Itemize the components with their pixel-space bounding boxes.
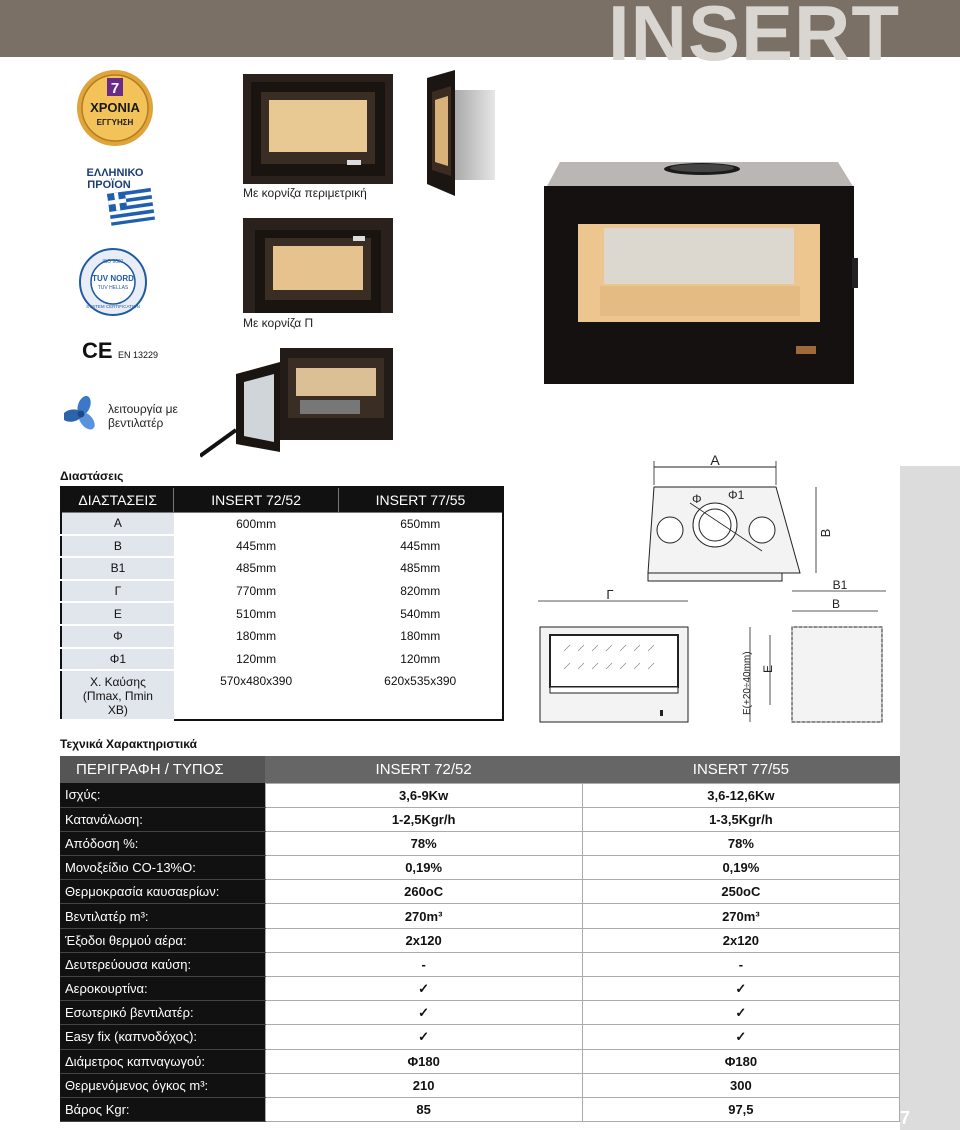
table-row <box>60 880 900 904</box>
checkmark-icon: ✓ <box>582 1025 899 1049</box>
row-label: Βάρος Kgr: <box>60 1097 265 1121</box>
value-model2: - <box>582 952 899 976</box>
fireplace-main-photo <box>540 158 860 386</box>
row-label: Αεροκουρτίνα: <box>60 977 265 1001</box>
technical-col-model1: INSERT 72/52 <box>265 756 582 783</box>
table-row <box>60 928 900 952</box>
tuv-certification-icon <box>79 248 147 316</box>
caption-p-frame: Με κορνίζα Π <box>243 316 314 330</box>
value-model2: 250oC <box>582 880 899 904</box>
checkmark-icon: ✓ <box>582 1001 899 1025</box>
svg-text:A: A <box>710 455 720 468</box>
caption-perimeter-frame: Με κορνίζα περιμετρική <box>243 186 367 200</box>
svg-text:SYSTEM CERTIFICATION: SYSTEM CERTIFICATION <box>86 304 140 309</box>
table-row <box>61 557 503 580</box>
combustion-label-line3: XB) <box>107 703 128 718</box>
dimension-diagram <box>530 455 900 735</box>
dimensions-table <box>60 486 504 721</box>
table-row <box>61 648 503 671</box>
svg-text:E(+20÷40mm): E(+20÷40mm) <box>742 651 753 715</box>
value-model1: 210 <box>265 1073 582 1097</box>
technical-col-label: ΠΕΡΙΓΡΑΦΗ / ΤΥΠΟΣ <box>60 756 265 783</box>
ce-mark-icon <box>80 338 160 362</box>
dimensions-header-row <box>61 487 503 512</box>
svg-text:ΠΡΟΪΟΝ: ΠΡΟΪΟΝ <box>87 179 131 191</box>
table-row <box>60 952 900 976</box>
row-label: Έξοδοι θερμού αέρα: <box>60 928 265 952</box>
svg-text:Φ1: Φ1 <box>728 488 745 502</box>
checkmark-icon: ✓ <box>265 1001 582 1025</box>
table-row <box>61 670 503 720</box>
table-row <box>60 807 900 831</box>
svg-text:Φ: Φ <box>692 492 702 506</box>
svg-text:ΕΓΓΥΗΣΗ: ΕΓΓΥΗΣΗ <box>96 118 134 127</box>
dimensions-col-label: ΔΙΑΣΤΑΣΕΙΣ <box>61 487 174 512</box>
svg-text:ΧΡΟΝΙΑ: ΧΡΟΝΙΑ <box>90 100 140 115</box>
page-number: 7 <box>899 1108 910 1128</box>
technical-header-row <box>60 756 900 783</box>
table-row <box>61 512 503 535</box>
table-row <box>60 831 900 855</box>
svg-text:E: E <box>761 664 775 673</box>
fan-caption: λειτουργία με βεντιλατέρ <box>108 402 178 430</box>
value-model2: 0,19% <box>582 856 899 880</box>
value-model2: 97,5 <box>582 1097 899 1121</box>
fireplace-perimeter-frame-photo <box>243 74 393 184</box>
value-model1: 85 <box>265 1097 582 1121</box>
table-row <box>61 535 503 558</box>
value-model1: 78% <box>265 831 582 855</box>
row-label: Βεντιλατέρ m³: <box>60 904 265 928</box>
svg-text:7: 7 <box>110 80 120 97</box>
table-row <box>61 602 503 625</box>
row-label: Εσωτερικό βεντιλατέρ: <box>60 1001 265 1025</box>
value-model2: 650mm <box>400 516 441 531</box>
fireplace-open-door-photo <box>200 348 395 460</box>
table-row <box>60 1025 900 1049</box>
value-model2: 78% <box>582 831 899 855</box>
value-model1: 2x120 <box>265 928 582 952</box>
technical-heading: Τεχνικά Χαρακτηριστικά <box>60 737 197 751</box>
table-row <box>60 904 900 928</box>
value-model2: 300 <box>582 1073 899 1097</box>
row-label: B <box>61 535 174 558</box>
value-model1: 510mm <box>236 606 277 621</box>
dimensions-col-model2: INSERT 77/55 <box>338 487 503 512</box>
svg-text:EN 13229: EN 13229 <box>118 350 159 360</box>
row-label: Διάμετρος καπναγωγού: <box>60 1049 265 1073</box>
table-row <box>60 1001 900 1025</box>
value-model1: 600mm <box>236 516 277 531</box>
value-model2: Φ180 <box>582 1049 899 1073</box>
svg-text:ΕΛΛΗΝΙΚΟ: ΕΛΛΗΝΙΚΟ <box>86 167 144 179</box>
table-row <box>60 856 900 880</box>
value-model1: 570x480x390 <box>220 674 293 689</box>
row-label: Ισχύς: <box>60 783 265 807</box>
technical-col-model2: INSERT 77/55 <box>582 756 899 783</box>
dimensions-heading: Διαστάσεις <box>60 469 124 483</box>
value-model1: 260oC <box>265 880 582 904</box>
svg-text:Γ: Γ <box>606 587 614 602</box>
row-label: Απόδοση %: <box>60 831 265 855</box>
table-row <box>60 1073 900 1097</box>
row-label: Θερμοκρασία καυσαερίων: <box>60 880 265 904</box>
checkmark-icon: ✓ <box>265 977 582 1001</box>
dimensions-col-model1: INSERT 72/52 <box>174 487 339 512</box>
table-row <box>60 977 900 1001</box>
row-label: A <box>61 512 174 535</box>
svg-text:B: B <box>818 528 833 538</box>
row-label: B1 <box>61 557 174 580</box>
row-label: Φ <box>61 625 174 648</box>
value-model2: 2x120 <box>582 928 899 952</box>
row-label: Γ <box>61 580 174 603</box>
svg-text:TUV HELLAS: TUV HELLAS <box>97 285 129 291</box>
combustion-label-line2: (Πmax, Πmin <box>82 689 153 704</box>
value-model1: 270m³ <box>265 904 582 928</box>
svg-text:B1: B1 <box>832 578 848 592</box>
combustion-label-line1: Χ. Καύσης <box>89 675 146 690</box>
value-model2: 180mm <box>400 629 441 644</box>
value-model2: 540mm <box>400 606 441 621</box>
row-label: E <box>61 602 174 625</box>
value-model1: Φ180 <box>265 1049 582 1073</box>
brand-title: INSERT <box>607 0 900 77</box>
svg-text:ISO 9001: ISO 9001 <box>102 259 124 265</box>
value-model1: 120mm <box>236 651 277 666</box>
fireplace-side-view-photo <box>425 70 497 196</box>
value-model1: 3,6-9Kw <box>265 783 582 807</box>
svg-text:CE: CE <box>82 338 113 362</box>
table-row <box>61 625 503 648</box>
checkmark-icon: ✓ <box>582 977 899 1001</box>
table-row <box>60 1049 900 1073</box>
fireplace-p-frame-photo <box>243 218 393 313</box>
row-label: Θερμενόμενος όγκος m³: <box>60 1073 265 1097</box>
fan-icon <box>64 396 98 432</box>
row-label: Μονοξείδιο CO-13%O: <box>60 856 265 880</box>
svg-text:TUV NORD: TUV NORD <box>92 274 134 283</box>
value-model2: 1-3,5Kgr/h <box>582 807 899 831</box>
row-label: Δευτερεύουσα καύση: <box>60 952 265 976</box>
value-model1: 0,19% <box>265 856 582 880</box>
value-model2: 3,6-12,6Kw <box>582 783 899 807</box>
warranty-seal-icon <box>76 68 154 148</box>
value-model2: 620x535x390 <box>384 674 457 689</box>
value-model1: 180mm <box>236 629 277 644</box>
table-row <box>60 1097 900 1121</box>
row-label: Easy fix (καπνοδόχος): <box>60 1025 265 1049</box>
value-model2: 820mm <box>400 584 441 599</box>
value-model1: 770mm <box>236 584 277 599</box>
svg-text:B: B <box>831 597 841 611</box>
greek-product-logo-icon <box>79 164 158 234</box>
value-model1: 485mm <box>236 561 277 576</box>
row-label: Φ1 <box>61 648 174 671</box>
table-row <box>61 580 503 603</box>
value-model2: 120mm <box>400 651 441 666</box>
value-model2: 445mm <box>400 538 441 553</box>
value-model1: - <box>265 952 582 976</box>
row-label: Κατανάλωση: <box>60 807 265 831</box>
checkmark-icon: ✓ <box>265 1025 582 1049</box>
value-model2: 485mm <box>400 561 441 576</box>
value-model2: 270m³ <box>582 904 899 928</box>
technical-table <box>60 756 900 1122</box>
value-model1: 445mm <box>236 538 277 553</box>
value-model1: 1-2,5Kgr/h <box>265 807 582 831</box>
table-row <box>60 783 900 807</box>
row-label <box>61 670 174 720</box>
